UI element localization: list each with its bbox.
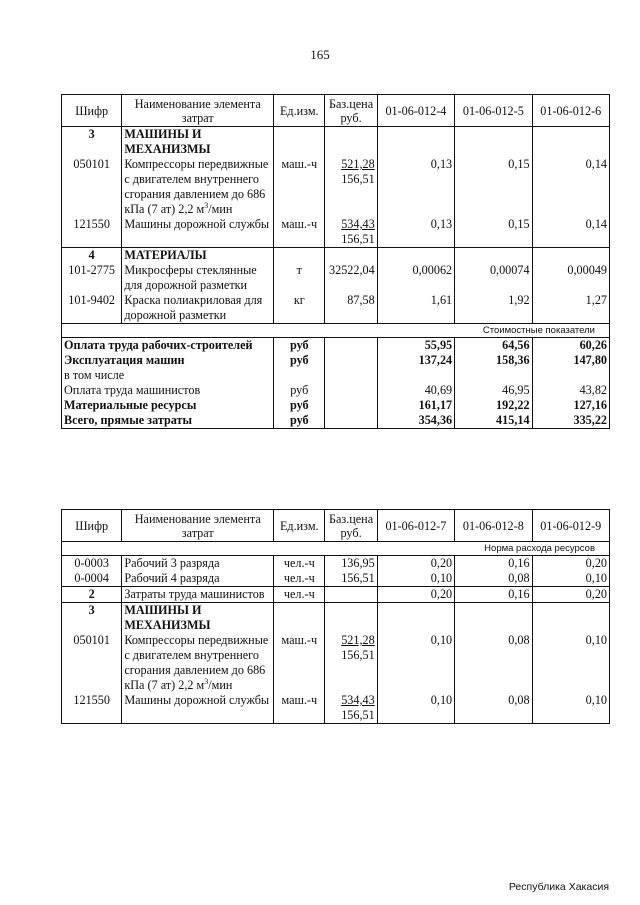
row-value-3: 0,00049 xyxy=(532,263,609,293)
cost-value-2: 46,95 xyxy=(455,383,532,398)
row-value-2: 0,15 xyxy=(455,157,532,217)
cost-row xyxy=(62,398,610,413)
row-value-2: 0,16 xyxy=(455,587,532,603)
header-code: Шифр xyxy=(62,510,122,542)
caption-row xyxy=(62,542,610,556)
cost-value-3: 335,22 xyxy=(532,413,609,429)
row-code: 2 xyxy=(62,587,122,603)
row-price: 87,58 xyxy=(325,293,377,324)
row-unit: маш.-ч xyxy=(274,217,325,248)
cost-value-1: 55,95 xyxy=(377,338,454,353)
cost-value-3 xyxy=(532,368,609,383)
section-row xyxy=(62,248,610,264)
row-unit: чел.-ч xyxy=(274,587,325,603)
row-value-2: 0,15 xyxy=(455,217,532,248)
resource-norms-table-2 xyxy=(61,509,610,724)
cost-value-1: 137,24 xyxy=(377,353,454,368)
row-unit: т xyxy=(274,263,325,293)
cost-label: Всего, прямые затраты xyxy=(62,413,274,429)
row-price: 521,28 156,51 xyxy=(325,633,377,693)
cost-value-2: 158,36 xyxy=(455,353,532,368)
cost-value-2: 415,14 xyxy=(455,413,532,429)
row-value-2: 0,00074 xyxy=(455,263,532,293)
cost-unit: руб xyxy=(274,413,325,429)
header-code: Шифр xyxy=(62,95,122,127)
cost-value-1: 161,17 xyxy=(377,398,454,413)
row-unit: маш.-ч xyxy=(274,157,325,217)
table-row xyxy=(62,693,610,724)
section-caption: Стоимостные показатели xyxy=(62,324,610,338)
row-name: Рабочий 3 разряда xyxy=(122,556,274,572)
header-base-price: Баз.цена руб. xyxy=(325,95,377,127)
row-unit: маш.-ч xyxy=(274,693,325,724)
cost-unit xyxy=(274,368,325,383)
section-row xyxy=(62,603,610,634)
row-value-1: 1,61 xyxy=(377,293,454,324)
cost-unit: руб xyxy=(274,338,325,353)
cost-unit: руб xyxy=(274,383,325,398)
header-norm-3: 01-06-012-9 xyxy=(532,510,609,542)
row-name: Микросферы стеклянные для дорожной разметки xyxy=(122,263,274,293)
table-row xyxy=(62,633,610,693)
header-norm-3: 01-06-012-6 xyxy=(532,95,609,127)
cost-row xyxy=(62,338,610,353)
cost-value-1 xyxy=(377,368,454,383)
row-name: Компрессоры передвижные с двигателем внутреннего сгорания давлением до 686 кПа (7 ат) 2,2 $м^3$/мин xyxy=(122,157,274,217)
cost-value-1: 354,36 xyxy=(377,413,454,429)
row-code: 3 xyxy=(62,603,122,634)
row-value-3: 0,14 xyxy=(532,217,609,248)
cost-row xyxy=(62,413,610,429)
row-value-2: 1,92 xyxy=(455,293,532,324)
row-value-1: 0,20 xyxy=(377,587,454,603)
row-name: Компрессоры передвижные с двигателем внутреннего сгорания давлением до 686 кПа (7 ат) 2,2 $м^3$/мин xyxy=(122,633,274,693)
row-name: МАШИНЫ И МЕХАНИЗМЫ xyxy=(122,603,274,634)
cost-value-3: 43,82 xyxy=(532,383,609,398)
row-value-3: 0,20 xyxy=(532,556,609,572)
row-value-1: 0,10 xyxy=(377,633,454,693)
cost-label: в том числе xyxy=(62,368,274,383)
cost-value-1: 40,69 xyxy=(377,383,454,398)
cost-value-3: 147,80 xyxy=(532,353,609,368)
footer-region: Республика Хакасия xyxy=(508,881,609,893)
cost-unit: руб xyxy=(274,398,325,413)
row-value-1: 0,13 xyxy=(377,157,454,217)
cost-value-2 xyxy=(455,368,532,383)
row-code: 3 xyxy=(62,127,122,158)
row-price: 32522,04 xyxy=(325,263,377,293)
cost-label: Оплата труда рабочих-строителей xyxy=(62,338,274,353)
header-norm-1: 01-06-012-4 xyxy=(377,95,454,127)
row-name: МАШИНЫ И МЕХАНИЗМЫ xyxy=(122,127,274,158)
row-value-3: 0,10 xyxy=(532,633,609,693)
row-value-3: 0,10 xyxy=(532,571,609,587)
row-name: Машины дорожной службы xyxy=(122,693,274,724)
row-code: 050101 xyxy=(62,157,122,217)
resource-norms-table-1 xyxy=(61,94,610,338)
row-name: Машины дорожной службы xyxy=(122,217,274,248)
row-value-1: 0,20 xyxy=(377,556,454,572)
cost-label: Материальные ресурсы xyxy=(62,398,274,413)
header-name: Наименование элемента затрат xyxy=(122,95,274,127)
header-unit: Ед.изм. xyxy=(274,95,325,127)
header-base-price: Баз.цена руб. xyxy=(325,510,377,542)
row-value-1: 0,13 xyxy=(377,217,454,248)
cost-row xyxy=(62,383,610,398)
header-name: Наименование элемента затрат xyxy=(122,510,274,542)
row-value-1: 0,10 xyxy=(377,571,454,587)
cost-label: Оплата труда машинистов xyxy=(62,383,274,398)
row-name: Рабочий 4 разряда xyxy=(122,571,274,587)
section-row xyxy=(62,587,610,603)
table-row xyxy=(62,217,610,248)
row-value-2: 0,16 xyxy=(455,556,532,572)
row-code: 0-0003 xyxy=(62,556,122,572)
row-unit: кг xyxy=(274,293,325,324)
header-unit: Ед.изм. xyxy=(274,510,325,542)
table-row xyxy=(62,263,610,293)
row-price: 534,43 156,51 xyxy=(325,217,377,248)
cost-value-3: 127,16 xyxy=(532,398,609,413)
row-code: 0-0004 xyxy=(62,571,122,587)
cost-label: Эксплуатация машин xyxy=(62,353,274,368)
section-caption: Норма расхода ресурсов xyxy=(62,542,610,556)
row-code: 121550 xyxy=(62,217,122,248)
cost-value-2: 64,56 xyxy=(455,338,532,353)
table-row xyxy=(62,293,610,324)
row-code: 121550 xyxy=(62,693,122,724)
row-code: 101-9402 xyxy=(62,293,122,324)
table-row xyxy=(62,556,610,572)
header-norm-2: 01-06-012-5 xyxy=(455,95,532,127)
row-value-2: 0,08 xyxy=(455,693,532,724)
row-code: 050101 xyxy=(62,633,122,693)
header-norm-2: 01-06-012-8 xyxy=(455,510,532,542)
row-unit: чел.-ч xyxy=(274,571,325,587)
row-value-3: 1,27 xyxy=(532,293,609,324)
row-price: 521,28 156,51 xyxy=(325,157,377,217)
section-row xyxy=(62,127,610,158)
row-value-2: 0,08 xyxy=(455,571,532,587)
cost-unit: руб xyxy=(274,353,325,368)
row-name: МАТЕРИАЛЫ xyxy=(122,248,274,264)
row-unit: маш.-ч xyxy=(274,633,325,693)
row-value-2: 0,08 xyxy=(455,633,532,693)
row-price: 156,51 xyxy=(325,571,377,587)
row-code: 4 xyxy=(62,248,122,264)
row-value-3: 0,14 xyxy=(532,157,609,217)
row-name: Краска полиакриловая для дорожной разметки xyxy=(122,293,274,324)
row-value-1: 0,00062 xyxy=(377,263,454,293)
row-price: 136,95 xyxy=(325,556,377,572)
cost-row xyxy=(62,353,610,368)
cost-indicators-table xyxy=(61,338,610,429)
table-row xyxy=(62,571,610,587)
page-number: 165 xyxy=(310,47,330,62)
row-unit: чел.-ч xyxy=(274,556,325,572)
header-norm-1: 01-06-012-7 xyxy=(377,510,454,542)
row-value-3: 0,20 xyxy=(532,587,609,603)
cost-value-2: 192,22 xyxy=(455,398,532,413)
row-value-3: 0,10 xyxy=(532,693,609,724)
cost-row xyxy=(62,368,610,383)
row-price: 534,43 156,51 xyxy=(325,693,377,724)
cost-value-3: 60,26 xyxy=(532,338,609,353)
row-value-1: 0,10 xyxy=(377,693,454,724)
caption-row xyxy=(62,324,610,338)
row-code: 101-2775 xyxy=(62,263,122,293)
row-name: Затраты труда машинистов xyxy=(122,587,274,603)
table-row xyxy=(62,157,610,217)
